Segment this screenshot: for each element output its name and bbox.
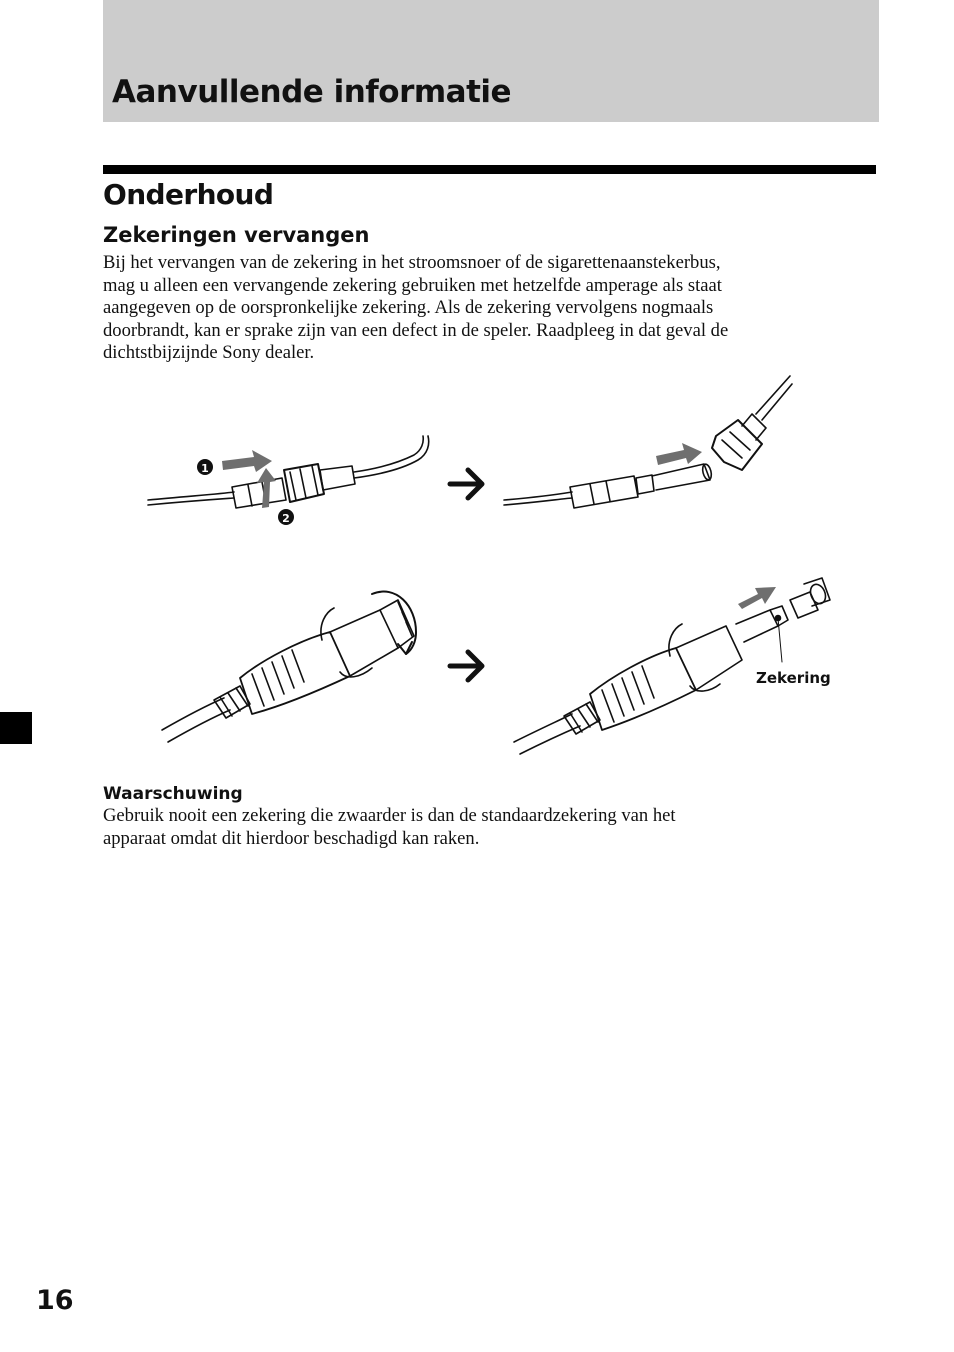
section-title: Onderhoud: [103, 178, 274, 211]
step-1-marker: [197, 459, 213, 475]
page-number: 16: [36, 1285, 74, 1316]
step-1-label: 1: [201, 462, 209, 475]
warning-title: Waarschuwing: [103, 784, 243, 804]
chapter-title: Aanvullende informatie: [112, 74, 512, 110]
next-step-arrow-icon: [450, 470, 482, 498]
next-step-arrow-icon-2: [450, 652, 482, 680]
step-2-marker: [278, 509, 294, 525]
warning-text: Gebruik nooit een zekering die zwaarder is dan de standaardzekering van het apparaat omdat dit hierdoor beschadigd kan raken.: [103, 805, 676, 849]
lighter-plug-open: [514, 578, 830, 754]
fuse-replacement-illustration: [140, 370, 860, 770]
inline-fuse-holder-open: [504, 376, 792, 508]
separate-direction-arrow: [656, 443, 702, 465]
rotate-direction-arrow-icon: [372, 592, 416, 654]
chapter-side-tab: [0, 712, 32, 744]
inline-fuse-holder-closed: [148, 436, 429, 508]
step-2-label: 2: [282, 512, 290, 525]
fuse-label: Zekering: [756, 669, 831, 687]
fuse-instructions-text: Bij het vervangen van de zekering in het stroomsnoer of de sigarettenaanstekerbus, mag u alleen een vervangende zekering gebruiken met hetzelfde amperage als staat aangegeven op de oorspronkelijke zekering. Als de zekering vervolgens nogmaals doorbrandt, kan er sprake zijn van een defect in de speler. Raadpleeg in dat geval de dichtstbijzijnde Sony dealer.: [103, 252, 729, 364]
subsection-title: Zekeringen vervangen: [103, 223, 370, 247]
open-direction-arrows: [222, 450, 276, 508]
section-rule: [103, 165, 876, 174]
remove-direction-arrow: [738, 587, 776, 609]
lighter-plug-closed: [162, 600, 414, 742]
